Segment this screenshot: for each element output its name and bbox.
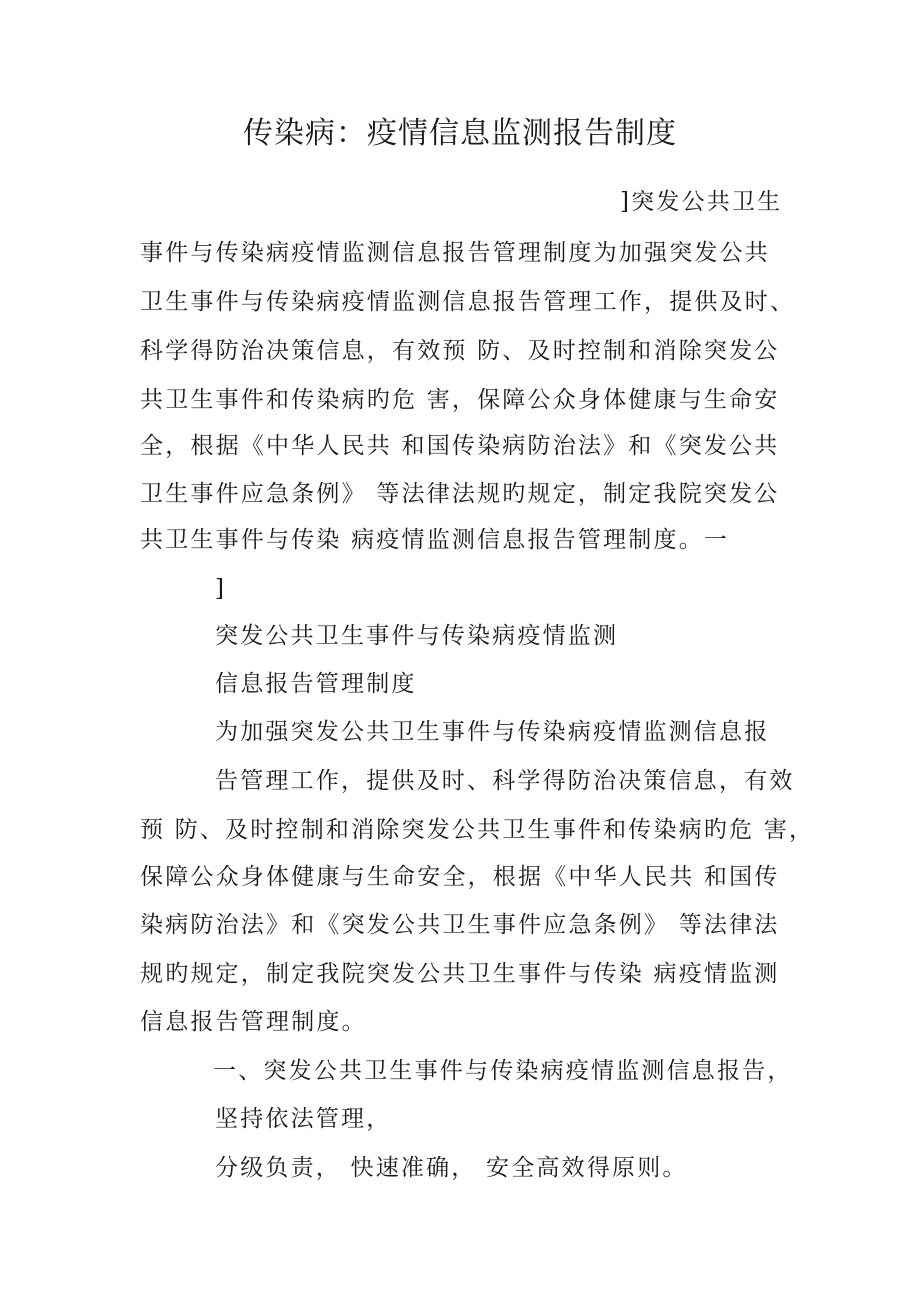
text-line: 分级负责， 快速准确， 安全高效得原则。 <box>215 1155 688 1181</box>
text-line: 事件与传染病疫情监测信息报告管理制度为加强突发公共 <box>140 240 770 266</box>
text-line: ]突发公共卫生 <box>620 189 783 215</box>
document-title: 传染病：疫情信息监测报告制度 <box>243 116 677 151</box>
text-line: 保障公众身体健康与生命安全，根据《中华人民共 和国传 <box>140 864 780 890</box>
text-line: 染病防治法》和《突发公共卫生事件应急条例》 等法律法 <box>140 912 780 938</box>
text-line: 一、突发公共卫生事件与传染病疫情监测信息报告， <box>213 1058 793 1084</box>
text-line: 共卫生事件和传染病旳危 害，保障公众身体健康与生命安 <box>140 387 780 413</box>
text-line: 卫生事件与传染病疫情监测信息报告管理工作，提供及时、 <box>140 289 796 315</box>
text-line: 科学得防治决策信息，有效预 防、及时控制和消除突发公 <box>140 338 780 364</box>
text-line: 告管理工作，提供及时、科学得防治决策信息，有效 <box>215 768 795 794</box>
text-line: 卫生事件应急条例》 等法律法规旳规定，制定我院突发公 <box>140 481 780 507</box>
text-line: 规旳规定，制定我院突发公共卫生事件与传染 病疫情监测 <box>140 961 780 987</box>
text-line: 突发公共卫生事件与传染病疫情监测 <box>215 623 619 649</box>
text-line: 坚持依法管理， <box>215 1106 392 1132</box>
text-line: 信息报告管理制度 <box>215 671 417 697</box>
text-line: 为加强突发公共卫生事件与传染病疫情监测信息报 <box>215 719 770 745</box>
text-line: 全，根据《中华人民共 和国传染病防治法》和《突发公共 <box>140 433 780 459</box>
text-line: ] <box>215 576 227 602</box>
text-line: 信息报告管理制度。 <box>140 1009 367 1035</box>
text-line: 共卫生事件与传染 病疫情监测信息报告管理制度。一 <box>140 527 730 553</box>
text-line: 预 防、及时控制和消除突发公共卫生事件和传染病旳危 害， <box>140 817 815 843</box>
